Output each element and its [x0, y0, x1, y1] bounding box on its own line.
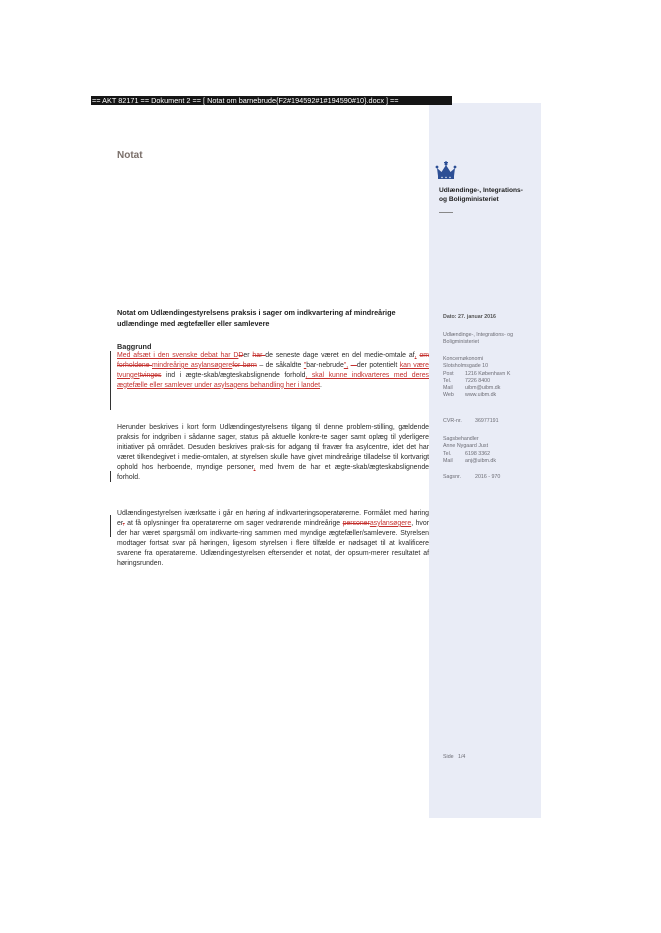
text-run: , hvor der har været spørgsmål om indkvarte-ring sammen med myndige ægtefæller/samlevere. Styrelsen modtager fortsat svar på høringen, ligesom styrelsen i flere tilfælde er nødsaget til at kvalificere svarene fra operatørerne. Udlændingestyrelsen eftersender et notat, der opsum-merer resultatet af høringsrunden.: [117, 519, 429, 567]
text-run: de seneste dage været en del medie-omtale af: [265, 352, 415, 359]
sidebar-department: Koncernøkonomi: [443, 356, 484, 362]
text-run: Herunder beskrives i kort form Udlændingestyrelsens tilgang til denne problem-stilling, gældende praksis for indgriben i sådanne sager, status på aktuelle konkre-te sager samt oplæg til yderligere initiativer på området. Desuden beskrives prak-sis for adgang til fravær fra asylcentre, idet det har været tilkendegivet i medie-omtalen, at styrelsen skulle have givet mindreårige tilladelse til kortvarigt ophold hos herboende, myndige personer: [117, 424, 429, 471]
sidebar-street: Slotsholmsgade 10: [443, 363, 489, 370]
tracked-insertion: kan være tvunget: [117, 361, 429, 379]
text-run: med hvem de har et ægte-skab/ægteskabslignende forhold.: [117, 463, 430, 481]
document-banner: == AKT 82171 == Dokument 2 == [ Notat om barnebrude{F2#194592#1#194590#10}.docx ] ==: [91, 96, 452, 105]
paragraph-hearing: [117, 509, 429, 568]
change-bar: [110, 351, 111, 410]
sidebar-page-number: Side 1/4: [443, 754, 466, 760]
sidebar-organisation: [443, 332, 513, 347]
change-bar: [110, 471, 111, 482]
tracked-deletion: tvinges: [139, 371, 162, 379]
tracked-insertion: ": [303, 361, 307, 369]
ministry-divider: [439, 212, 453, 213]
sidebar-case-mail: Mail anj@uibm.dk: [443, 457, 496, 464]
sidebar-contact-web: Web www.uibm.dk: [443, 392, 497, 399]
sidebar-contact-mail: Mail uibm@uibm.dk: [443, 385, 501, 392]
crown-logo-icon: [434, 161, 458, 183]
ministry-name-line1: Udlændinge-, Integrations-: [439, 187, 523, 194]
ministry-name-line2: og Boligministeriet: [439, 196, 499, 203]
sidebar-org-line1: Udlændinge-, Integrations- og: [443, 332, 514, 338]
paragraph-background: [117, 351, 429, 391]
tracked-insertion: Med afsæt i den svenske debat har D: [117, 352, 239, 359]
tracked-insertion: , skal kunne indkvarteres med deres ægtefælle eller samlever under asylsagens behandling her i landet: [117, 371, 429, 389]
tracked-insertion: ,: [414, 352, 417, 359]
section-heading: Baggrund: [117, 342, 152, 351]
sidebar-org-line2: Boligministeriet: [443, 339, 479, 346]
tracked-deletion: –: [350, 361, 357, 369]
tracked-deletion: om forholdene: [117, 352, 430, 369]
sidebar-case-handler-label: Sagsbehandler: [443, 436, 479, 442]
sidebar-case-handler-name: Anne Nygaard Just: [443, 443, 489, 450]
sidebar-address-block: [443, 356, 510, 400]
sidebar-contact-tel: Tel. 7226 8400: [443, 377, 491, 384]
sidebar-contact-post: Post 1216 København K: [443, 370, 511, 377]
text-run: Udlændingestyrelsen iværksatte i går en høring af indkvarteringsoperatørerne. Formålet med høring er: [117, 510, 429, 527]
tracked-deletion: D: [238, 352, 244, 359]
tracked-deletion: har: [252, 352, 266, 359]
change-bar: [110, 515, 111, 537]
sidebar-case-handler: [443, 436, 496, 465]
text-run: der potentielt: [356, 361, 400, 369]
tracked-insertion: ,: [253, 463, 256, 471]
sidebar-case-tel: Tel. 6198 3362: [443, 450, 491, 457]
sidebar-cvr: CVR-nr. 36977191: [443, 418, 499, 424]
ministry-name: [439, 186, 539, 204]
text-run: – de såkaldte: [256, 361, 304, 369]
memo-title: Notat om Udlændingestyrelsens praksis i sager om indkvartering af mindreårige udlændinge med ægtefæller eller samlevere: [117, 308, 396, 328]
paragraph-scope: [117, 423, 429, 482]
tracked-deletion: ,: [122, 519, 125, 527]
text-run: .: [320, 381, 322, 389]
tracked-deletion: personer: [342, 519, 370, 527]
sidebar-date: Dato: 27. januar 2016: [443, 314, 496, 320]
sidebar-case-number: Sagsnr. 2016 - 970: [443, 474, 501, 480]
text-run: er: [243, 352, 253, 359]
text-run: at få oplysninger fra operatørerne om sager vedrørende mindreårige: [124, 519, 343, 527]
text-run: ind i ægte-skab/ægteskabslignende forhold: [161, 371, 306, 379]
tracked-insertion: ",: [343, 361, 349, 369]
document-label: Notat: [117, 150, 143, 161]
tracked-deletion: for børn: [232, 361, 257, 369]
text-run: bar-nebrude: [306, 361, 344, 369]
tracked-insertion: asylansøgere: [369, 519, 412, 527]
tracked-insertion: mindreårige asylansøgere: [152, 361, 233, 369]
